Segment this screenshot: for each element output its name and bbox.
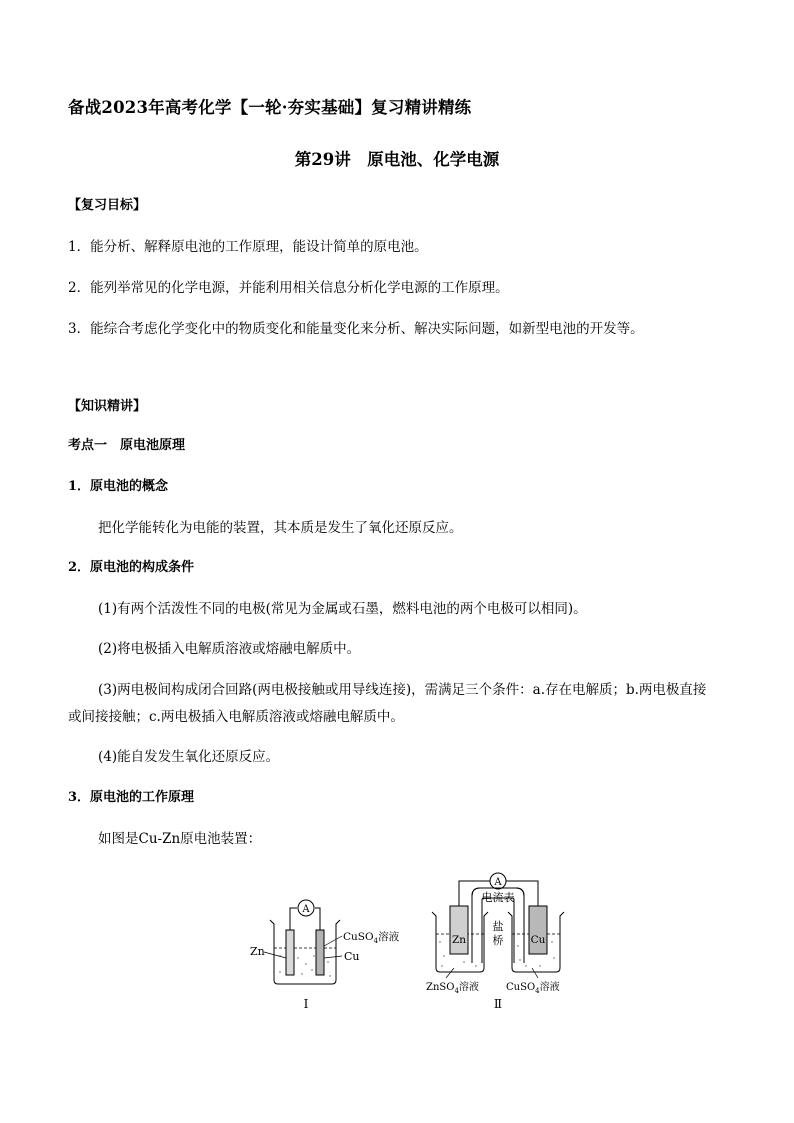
condition-3-line-2: 或间接接触；c.两电极插入电解质溶液或熔融电解质中。 [68,709,404,725]
topic-heading: 考点一 原电池原理 [68,438,186,453]
lecture-title: 第29讲 原电池、化学电源 [294,150,500,169]
condition-2: (2)将电极插入电解质溶液或熔融电解质中。 [98,641,361,657]
document-title: 备战2023年高考化学【一轮·夯实基础】复习精讲精练 [68,98,472,117]
fig2-caption: Ⅱ [493,997,503,1011]
review-goals-heading: 【复习目标】 [68,198,147,213]
fig2-zn-label: Zn [451,934,467,946]
review-goal-3: 3．能综合考虑化学变化中的物质变化和能量变化来分析、解决实际问题，如新型电池的开发等。 [68,321,644,337]
cu-zn-cell-diagram [240,868,580,1018]
fig2-salt-bridge-label-2: 桥 [492,934,504,947]
fig1-beaker [270,920,340,984]
fig1-cu-label: Cu [344,950,360,963]
fig1-cu-electrode [316,930,324,975]
review-goal-1: 1．能分析、解释原电池的工作原理，能设计简单的原电池。 [68,239,428,255]
figure-1-single-beaker [250,900,400,1011]
fig1-left-wire [290,908,297,930]
fig2-right-solution-label: CuSO$_4$溶液 [506,982,560,995]
fig2-cu-label: Cu [530,934,546,946]
condition-3-line-1: (3)两电极间构成闭合回路(两电极接触或用导线连接)，需满足三个条件：a.存在电解质；b.两电极直接 [98,682,707,698]
section-3-intro: 如图是Cu-Zn原电池装置： [98,831,262,847]
fig1-right-wire [315,908,320,930]
knowledge-heading: 【知识精讲】 [68,399,147,414]
fig2-ammeter-symbol: A [494,877,502,888]
fig1-caption: Ⅰ [303,997,309,1011]
section-3-title: 3．原电池的工作原理 [68,790,195,805]
fig1-zn-label: Zn [250,945,265,958]
figure-2-salt-bridge [426,873,564,1011]
fig1-zn-electrode [286,930,294,975]
review-goal-2: 2．能列举常见的化学电源，并能利用相关信息分析化学电源的工作原理。 [68,280,509,296]
fig2-cu-electrode [529,906,547,954]
fig1-solution-label: CuSO$_4$溶液 [343,931,400,945]
condition-4: (4)能自发发生氧化还原反应。 [98,749,280,765]
section-1-text: 把化学能转化为电能的装置，其本质是发生了氧化还原反应。 [98,520,463,536]
fig1-ammeter-symbol: A [302,904,310,915]
fig2-zn-electrode [450,906,468,954]
fig2-ammeter-label: 电流表 [481,891,515,904]
fig2-left-solution-label: ZnSO$_4$溶液 [426,982,479,995]
condition-1: (1)有两个活泼性不同的电极(常见为金属或石墨，燃料电池的两个电极可以相同)。 [98,601,587,617]
section-2-title: 2．原电池的构成条件 [68,560,195,575]
section-1-title: 1．原电池的概念 [68,479,169,494]
fig2-salt-bridge-label-1: 盐 [492,920,504,933]
